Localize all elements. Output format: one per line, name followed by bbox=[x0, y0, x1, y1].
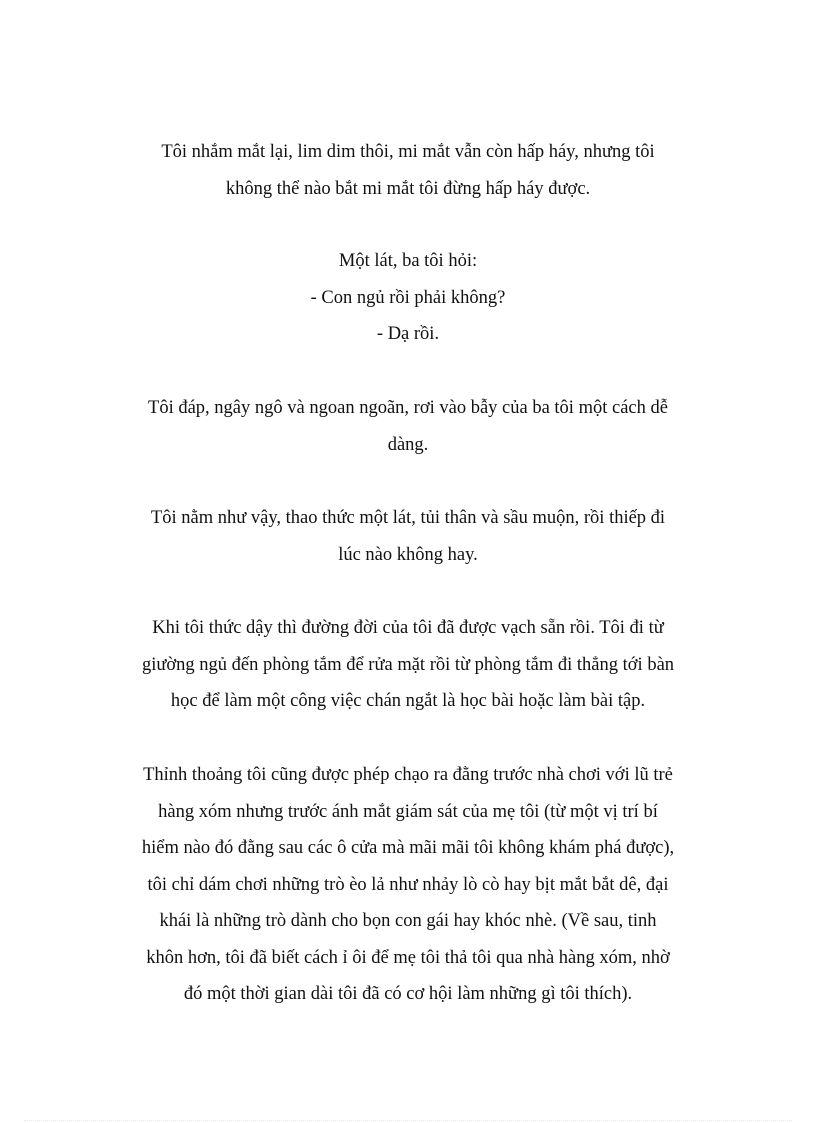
text-line: khôn hơn, tôi đã biết cách ỉ ôi để mẹ tôi thả tôi qua nhà hàng xóm, nhờ bbox=[146, 947, 670, 968]
text-line: Tôi nằm như vậy, thao thức một lát, tủi thân và sầu muộn, rồi thiếp đi bbox=[150, 508, 666, 528]
text-line: đó một thời gian dài tôi đã có cơ hội làm những gì tôi thích). bbox=[183, 984, 633, 1004]
paragraph-waking-up bbox=[108, 610, 708, 720]
text-line: lúc nào không hay. bbox=[338, 544, 478, 565]
text-line: Khi tôi thức dậy thì đường đời của tôi đã được vạch sẵn rồi. Tôi đi từ bbox=[152, 618, 664, 638]
text-line: học để làm một công việc chán ngắt là học bài hoặc làm bài tập. bbox=[170, 691, 646, 711]
text-line: Thỉnh thoảng tôi cũng được phép chạo ra đằng trước nhà chơi với lũ trẻ bbox=[143, 765, 673, 785]
dialogue-line: - Con ngủ rồi phải không? bbox=[310, 287, 506, 308]
paragraph-answer bbox=[108, 390, 708, 463]
text-line: Tôi đáp, ngây ngô và ngoan ngoãn, rơi vào bẫy của ba tôi một cách dễ bbox=[148, 398, 668, 418]
text-line: khái là những trò dành cho bọn con gái hay khóc nhè. (Về sau, tinh bbox=[159, 911, 657, 931]
paragraph-eyes-closing bbox=[108, 134, 708, 207]
text-line: không thể nào bắt mi mắt tôi đừng hấp háy được. bbox=[225, 178, 591, 199]
page-bottom-divider bbox=[24, 1120, 792, 1121]
text-line: dàng. bbox=[387, 434, 429, 455]
text-line: hàng xóm nhưng trước ánh mắt giám sát của mẹ tôi (từ một vị trí bí bbox=[158, 801, 658, 822]
text-line: tôi chỉ dám chơi những trò èo lả như nhảy lò cò hay bịt mắt bắt dê, đại bbox=[147, 874, 669, 895]
text-line: giường ngủ đến phòng tắm để rửa mặt rồi từ phòng tắm đi thẳng tới bàn bbox=[141, 654, 675, 675]
paragraph-dialogue bbox=[108, 243, 708, 353]
paragraph-playing-outside bbox=[108, 757, 708, 1013]
text-line: hiểm nào đó đằng sau các ô cửa mà mãi mãi tôi không khám phá được), bbox=[141, 838, 675, 858]
text-line: Một lát, ba tôi hỏi: bbox=[338, 251, 478, 271]
text-line: Tôi nhắm mắt lại, lim dim thôi, mi mắt vẫn còn hấp háy, nhưng tôi bbox=[161, 142, 655, 162]
dialogue-line: - Dạ rồi. bbox=[376, 324, 440, 344]
paragraph-falling-asleep bbox=[108, 500, 708, 573]
